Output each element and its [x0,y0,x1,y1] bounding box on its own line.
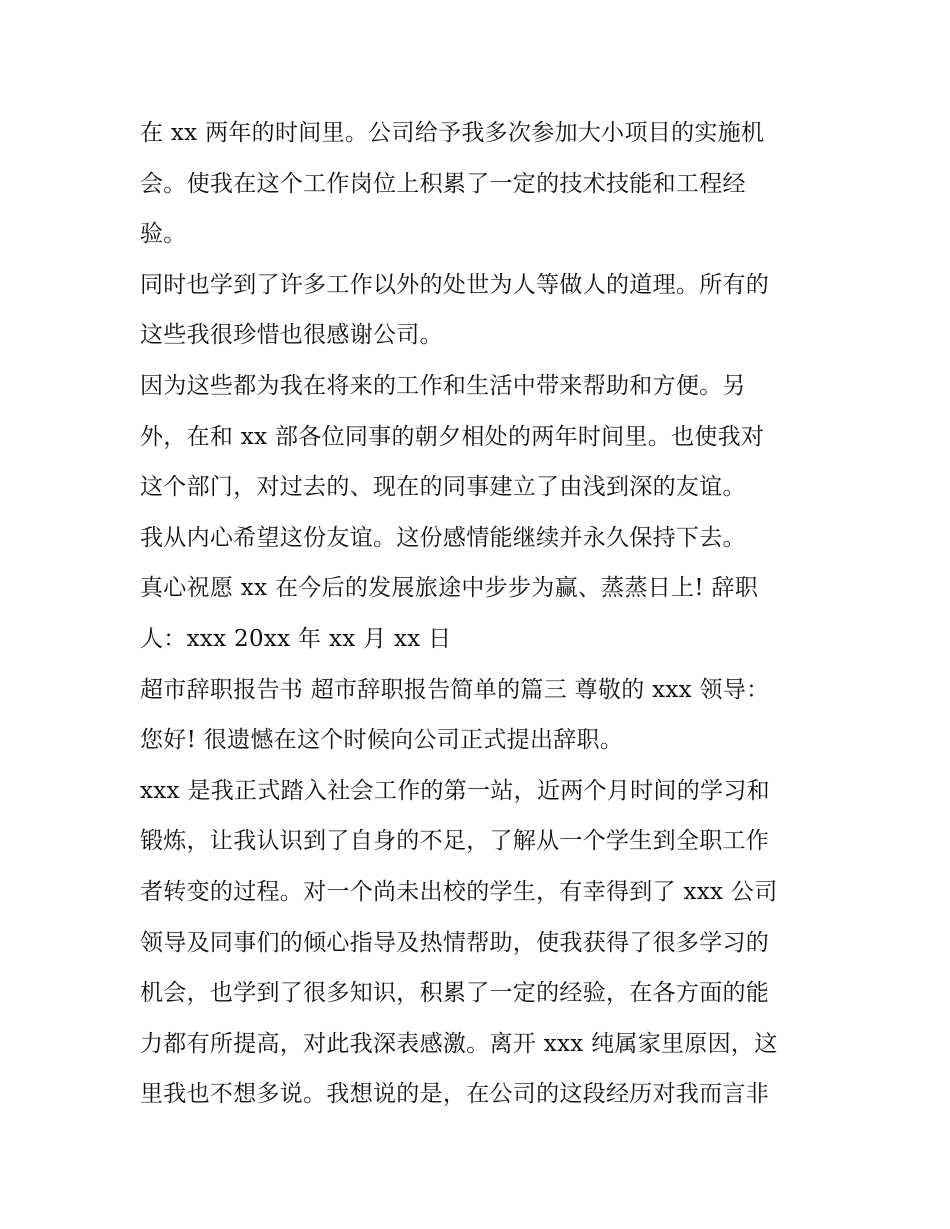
text-line: 我从内心希望这份友谊。这份感情能继续并永久保持下去。 [140,524,746,551]
text-line: 者转变的过程。对一个尚未出校的学生，有幸得到了 xxx 公司 [140,878,778,905]
text-line: 在 xx 两年的时间里。公司给予我多次参加大小项目的实施机 [140,120,765,146]
text-line: 同时也学到了许多工作以外的处世为人等做人的道理。所有的 [140,271,770,298]
text-line: 会。使我在这个工作岗位上积累了一定的技术技能和工程经 [140,170,746,197]
text-line: 验。 [140,221,187,248]
text-line: 领导及同事们的倾心指导及热情帮助，使我获得了很多学习的 [140,929,770,956]
document-body [140,108,820,1120]
text-line: 因为这些都为我在将来的工作和生活中带来帮助和方便。另 [140,372,746,399]
text-line: 超市辞职报告书 超市辞职报告简单的篇三 尊敬的 xxx 领导： [140,676,770,703]
text-line: 里我也不想多说。我想说的是，在公司的这段经历对我而言非 [140,1081,770,1108]
text-line: xxx 是我正式踏入社会工作的第一站，近两个月时间的学习和 [140,777,770,804]
text-line: 真心祝愿 xx 在今后的发展旅途中步步为赢、蒸蒸日上! 辞职 [140,575,759,602]
text-line: 机会，也学到了很多知识，积累了一定的经验，在各方面的能 [140,980,770,1007]
text-line: 人：xxx 20xx 年 xx 月 xx 日 [140,625,452,652]
text-line: 力都有所提高，对此我深表感激。离开 xxx 纯属家里原因，这 [140,1030,778,1057]
text-line: 这些我很珍惜也很感谢公司。 [140,322,443,349]
text-line: 您好! 很遗憾在这个时候向公司正式提出辞职。 [140,727,624,754]
text-line: 这个部门，对过去的、现在的同事建立了由浅到深的友谊。 [140,474,746,501]
text-line: 外，在和 xx 部各位同事的朝夕相处的两年时间里。也使我对 [140,423,765,450]
text-line: 锻炼，让我认识到了自身的不足，了解从一个学生到全职工作 [140,828,770,855]
